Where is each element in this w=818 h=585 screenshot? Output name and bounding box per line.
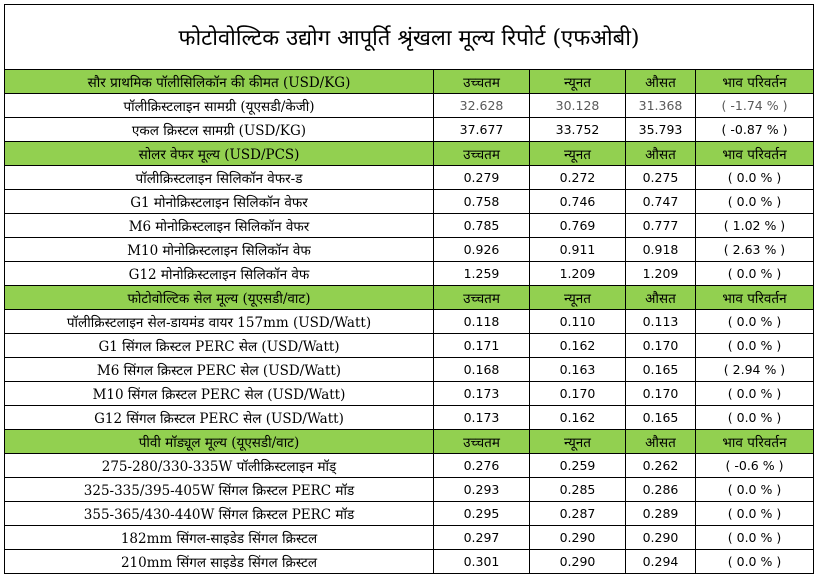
table-row <box>5 502 814 526</box>
high-value: 0.293 <box>434 478 530 502</box>
section-header <box>5 286 814 310</box>
product-name: M6 मोनोक्रिस्टलाइन सिलिकॉन वेफर <box>5 214 434 238</box>
section-col-change-header: भाव परिवर्तन <box>696 286 814 310</box>
section-col-change-header: भाव परिवर्तन <box>696 70 814 94</box>
table-row <box>5 334 814 358</box>
table-row <box>5 190 814 214</box>
high-value: 0.301 <box>434 550 530 574</box>
avg-value: 0.275 <box>626 166 696 190</box>
product-name: 325-335/395-405W सिंगल क्रिस्टल PERC मॉड <box>5 478 434 502</box>
change-value: ( -0.87 % ) <box>696 118 814 142</box>
high-value: 32.628 <box>434 94 530 118</box>
table-row <box>5 238 814 262</box>
avg-value: 0.170 <box>626 382 696 406</box>
high-value: 0.295 <box>434 502 530 526</box>
section-col-high-header: उच्चतम <box>434 430 530 454</box>
high-value: 0.758 <box>434 190 530 214</box>
high-value: 0.926 <box>434 238 530 262</box>
high-value: 0.785 <box>434 214 530 238</box>
change-value: ( 0.0 % ) <box>696 550 814 574</box>
section-col-avg-header: औसत <box>626 70 696 94</box>
product-name: G12 सिंगल क्रिस्टल PERC सेल (USD/Watt) <box>5 406 434 430</box>
high-value: 1.259 <box>434 262 530 286</box>
section-col-low-header: न्यूनत <box>530 70 626 94</box>
low-value: 0.911 <box>530 238 626 262</box>
table-row <box>5 550 814 574</box>
title-row <box>5 5 814 70</box>
low-value: 0.746 <box>530 190 626 214</box>
low-value: 33.752 <box>530 118 626 142</box>
change-value: ( 0.0 % ) <box>696 406 814 430</box>
table-row <box>5 406 814 430</box>
table-row <box>5 214 814 238</box>
table-body <box>5 5 814 574</box>
product-name: M6 सिंगल क्रिस्टल PERC सेल (USD/Watt) <box>5 358 434 382</box>
product-name: G1 सिंगल क्रिस्टल PERC सेल (USD/Watt) <box>5 334 434 358</box>
section-col-change-header: भाव परिवर्तन <box>696 430 814 454</box>
product-name: पॉलीक्रिस्टलाइन सामग्री (यूएसडी/केजी) <box>5 94 434 118</box>
change-value: ( 0.0 % ) <box>696 334 814 358</box>
product-name: M10 सिंगल क्रिस्टल PERC सेल (USD/Watt) <box>5 382 434 406</box>
section-col-high-header: उच्चतम <box>434 70 530 94</box>
avg-value: 0.262 <box>626 454 696 478</box>
change-value: ( -0.6 % ) <box>696 454 814 478</box>
section-col-high-header: उच्चतम <box>434 286 530 310</box>
section-title: सोलर वेफर मूल्य (USD/PCS) <box>5 142 434 166</box>
section-col-low-header: न्यूनत <box>530 142 626 166</box>
section-title: फोटोवोल्टिक सेल मूल्य (यूएसडी/वाट) <box>5 286 434 310</box>
change-value: ( 0.0 % ) <box>696 166 814 190</box>
avg-value: 31.368 <box>626 94 696 118</box>
low-value: 0.287 <box>530 502 626 526</box>
avg-value: 0.113 <box>626 310 696 334</box>
avg-value: 35.793 <box>626 118 696 142</box>
low-value: 0.170 <box>530 382 626 406</box>
change-value: ( 2.63 % ) <box>696 238 814 262</box>
table-row <box>5 454 814 478</box>
section-title: सौर प्राथमिक पॉलीसिलिकॉन की कीमत (USD/KG) <box>5 70 434 94</box>
change-value: ( 2.94 % ) <box>696 358 814 382</box>
product-name: एकल क्रिस्टल सामग्री (USD/KG) <box>5 118 434 142</box>
change-value: ( 0.0 % ) <box>696 382 814 406</box>
section-header <box>5 430 814 454</box>
table-row <box>5 526 814 550</box>
table-row <box>5 382 814 406</box>
high-value: 0.173 <box>434 382 530 406</box>
product-name: 275-280/330-335W पॉलीक्रिस्टलाइन मॉड् <box>5 454 434 478</box>
section-col-change-header: भाव परिवर्तन <box>696 142 814 166</box>
section-col-avg-header: औसत <box>626 142 696 166</box>
low-value: 0.110 <box>530 310 626 334</box>
high-value: 37.677 <box>434 118 530 142</box>
product-name: 355-365/430-440W सिंगल क्रिस्टल PERC मॉड <box>5 502 434 526</box>
change-value: ( 0.0 % ) <box>696 478 814 502</box>
low-value: 0.163 <box>530 358 626 382</box>
product-name: G12 मोनोक्रिस्टलाइन सिलिकॉन वेफ <box>5 262 434 286</box>
section-col-high-header: उच्चतम <box>434 142 530 166</box>
product-name: 210mm सिंगल साइडेड सिंगल क्रिस्टल <box>5 550 434 574</box>
high-value: 0.279 <box>434 166 530 190</box>
table-row <box>5 358 814 382</box>
table-row <box>5 310 814 334</box>
avg-value: 0.777 <box>626 214 696 238</box>
section-col-avg-header: औसत <box>626 286 696 310</box>
report-title: फोटोवोल्टिक उद्योग आपूर्ति श्रृंखला मूल्य रिपोर्ट (एफओबी) <box>5 5 814 70</box>
low-value: 0.162 <box>530 334 626 358</box>
product-name: G1 मोनोक्रिस्टलाइन सिलिकॉन वेफर <box>5 190 434 214</box>
avg-value: 0.290 <box>626 526 696 550</box>
change-value: ( -1.74 % ) <box>696 94 814 118</box>
avg-value: 0.747 <box>626 190 696 214</box>
section-header <box>5 70 814 94</box>
high-value: 0.173 <box>434 406 530 430</box>
avg-value: 0.170 <box>626 334 696 358</box>
avg-value: 0.918 <box>626 238 696 262</box>
avg-value: 0.294 <box>626 550 696 574</box>
low-value: 0.272 <box>530 166 626 190</box>
avg-value: 0.289 <box>626 502 696 526</box>
section-col-avg-header: औसत <box>626 430 696 454</box>
section-col-low-header: न्यूनत <box>530 286 626 310</box>
price-report-sheet <box>4 4 813 580</box>
low-value: 0.290 <box>530 550 626 574</box>
avg-value: 1.209 <box>626 262 696 286</box>
table-row <box>5 94 814 118</box>
section-title: पीवी मॉड्यूल मूल्य (यूएसडी/वाट) <box>5 430 434 454</box>
table-row <box>5 262 814 286</box>
change-value: ( 0.0 % ) <box>696 526 814 550</box>
low-value: 0.769 <box>530 214 626 238</box>
low-value: 1.209 <box>530 262 626 286</box>
avg-value: 0.165 <box>626 358 696 382</box>
high-value: 0.171 <box>434 334 530 358</box>
section-header <box>5 142 814 166</box>
price-report-table <box>4 4 814 574</box>
change-value: ( 0.0 % ) <box>696 310 814 334</box>
product-name: पॉलीक्रिस्टलाइन सिलिकॉन वेफर-ड <box>5 166 434 190</box>
high-value: 0.276 <box>434 454 530 478</box>
product-name: 182mm सिंगल-साइडेड सिंगल क्रिस्टल <box>5 526 434 550</box>
avg-value: 0.165 <box>626 406 696 430</box>
low-value: 30.128 <box>530 94 626 118</box>
table-row <box>5 166 814 190</box>
change-value: ( 0.0 % ) <box>696 190 814 214</box>
table-row <box>5 478 814 502</box>
change-value: ( 0.0 % ) <box>696 262 814 286</box>
section-col-low-header: न्यूनत <box>530 430 626 454</box>
low-value: 0.162 <box>530 406 626 430</box>
change-value: ( 0.0 % ) <box>696 502 814 526</box>
high-value: 0.297 <box>434 526 530 550</box>
avg-value: 0.286 <box>626 478 696 502</box>
low-value: 0.290 <box>530 526 626 550</box>
high-value: 0.168 <box>434 358 530 382</box>
product-name: पॉलीक्रिस्टलाइन सेल-डायमंड वायर 157mm (USD/Watt) <box>5 310 434 334</box>
change-value: ( 1.02 % ) <box>696 214 814 238</box>
high-value: 0.118 <box>434 310 530 334</box>
table-row <box>5 118 814 142</box>
low-value: 0.285 <box>530 478 626 502</box>
low-value: 0.259 <box>530 454 626 478</box>
product-name: M10 मोनोक्रिस्टलाइन सिलिकॉन वेफ <box>5 238 434 262</box>
